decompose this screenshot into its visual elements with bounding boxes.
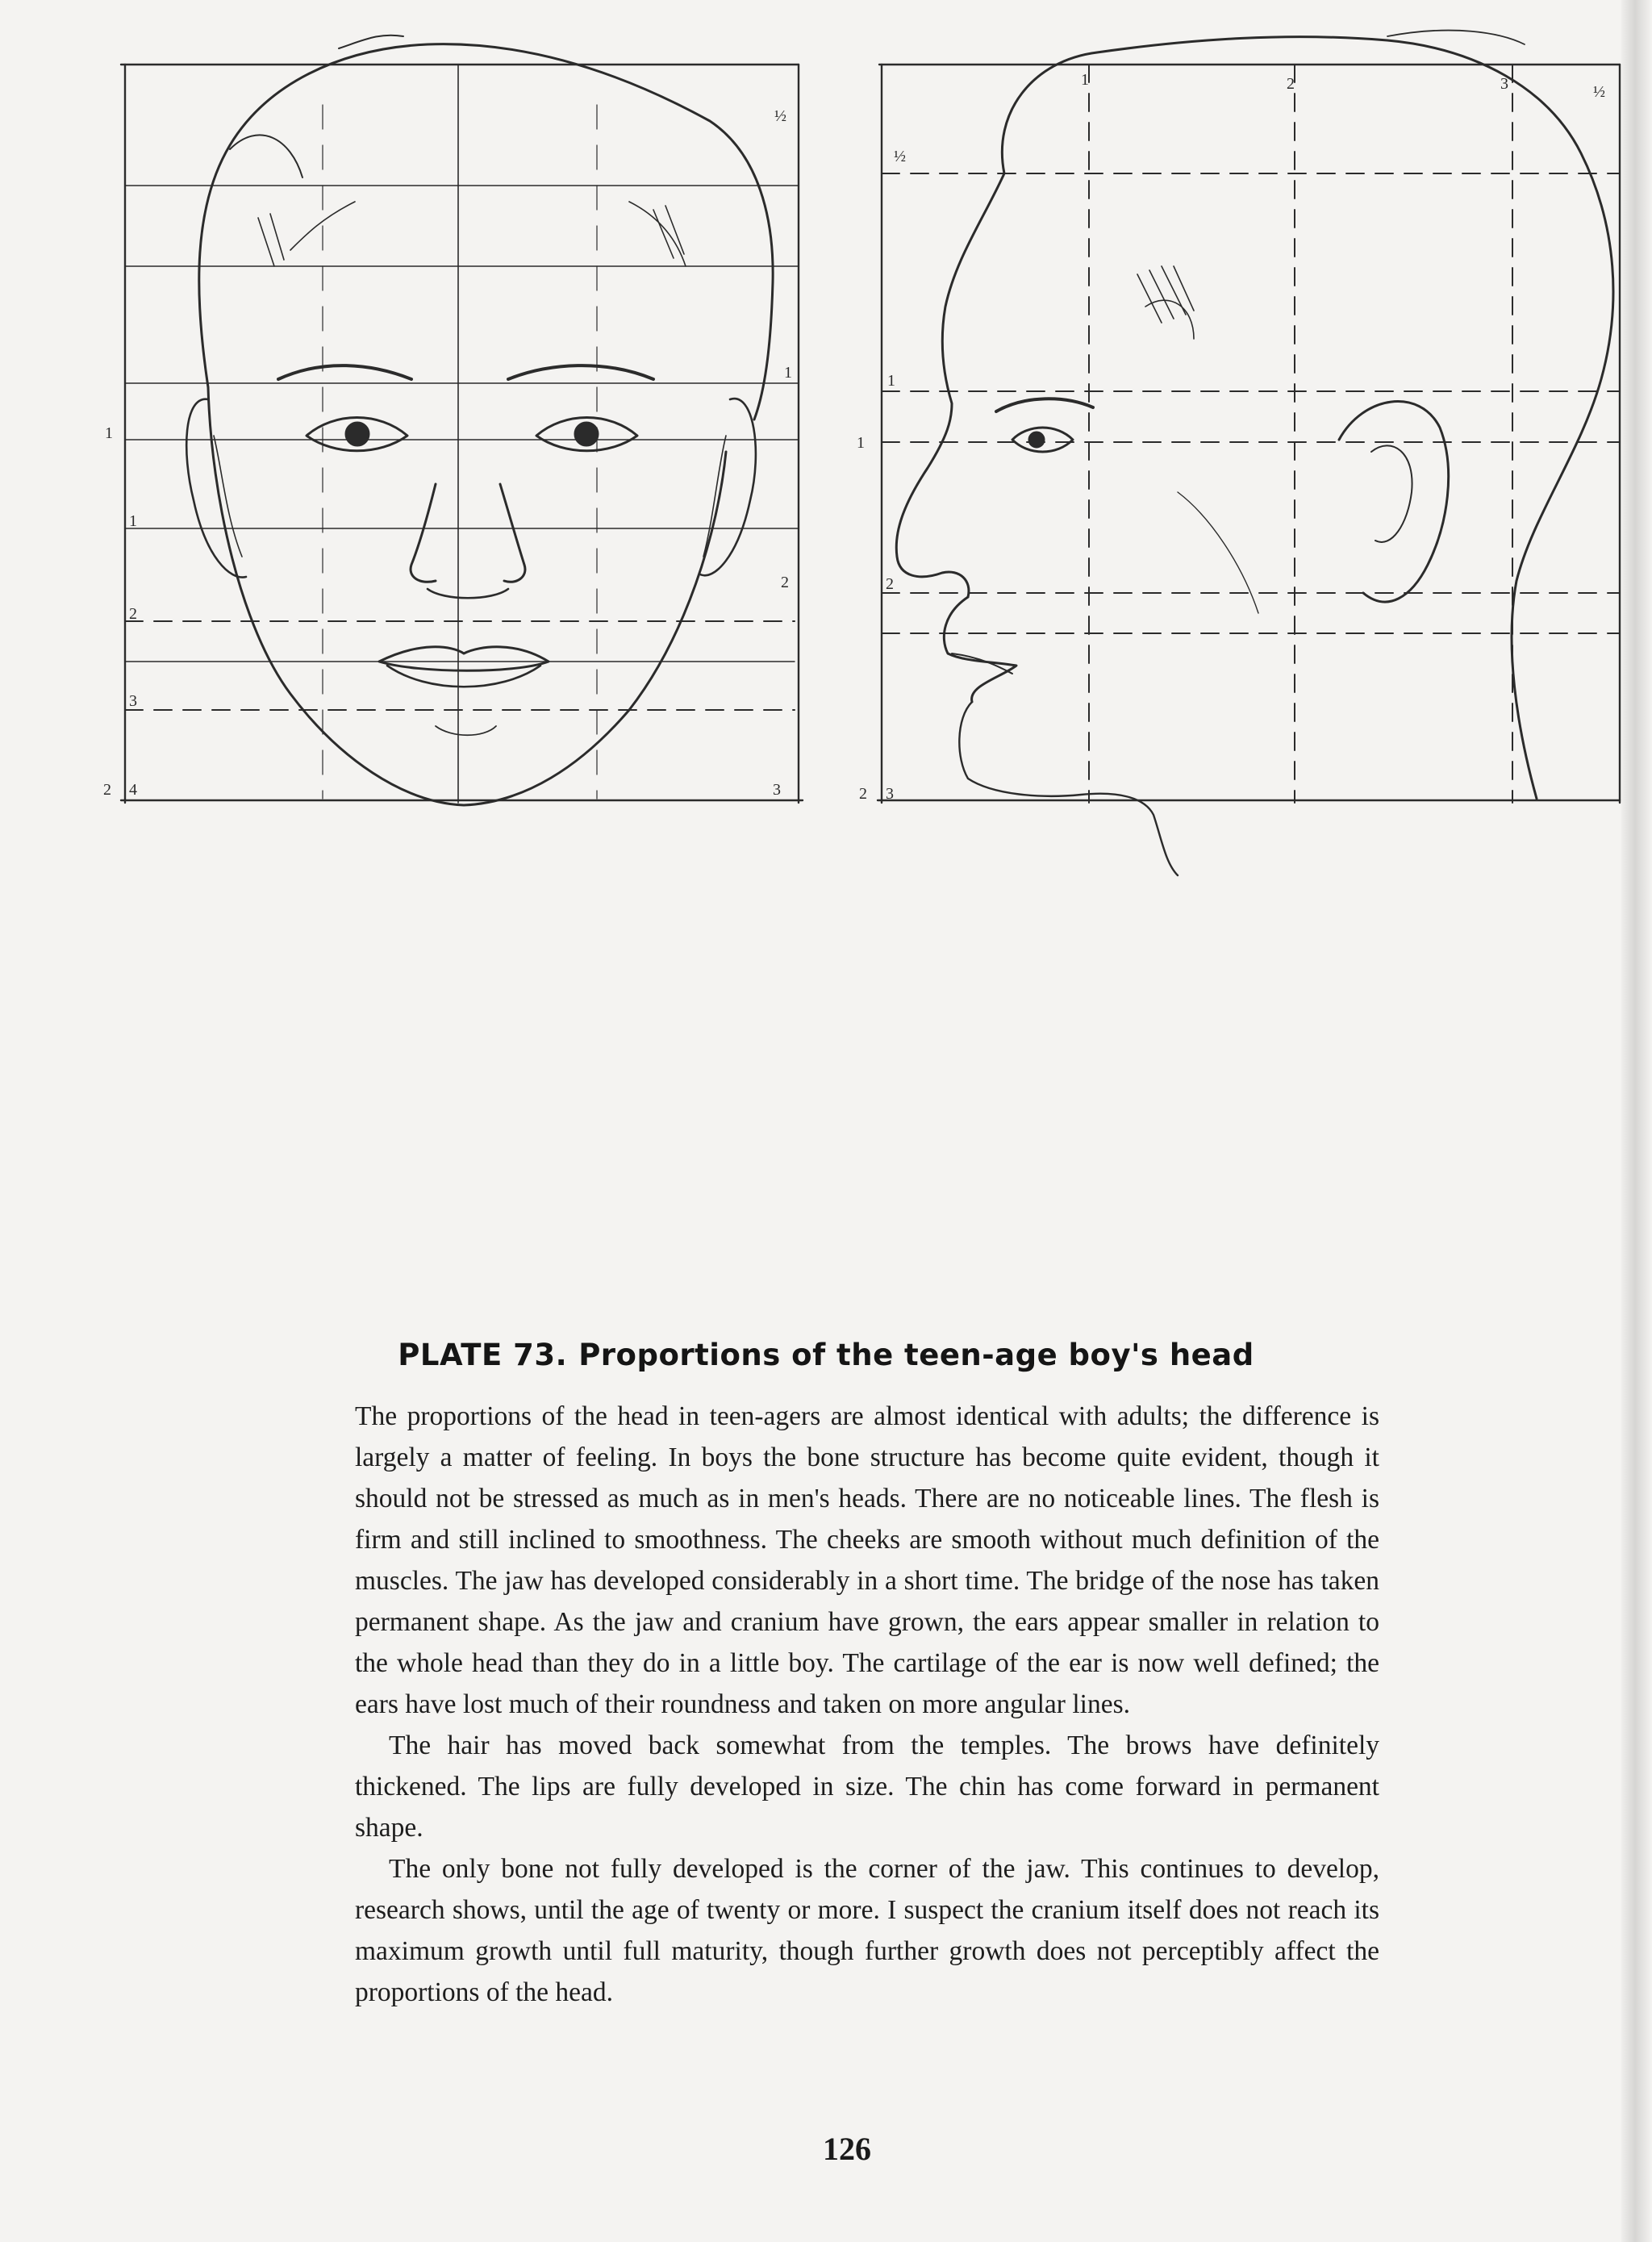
profile-label-bottom-3: 3 <box>886 785 894 803</box>
profile-label-top-2: 2 <box>1287 75 1295 93</box>
front-label-inner-4: 4 <box>129 781 137 799</box>
plate-number: PLATE 73. <box>398 1338 568 1372</box>
front-label-left-2: 2 <box>103 781 111 799</box>
front-label-half: ½ <box>774 107 786 125</box>
profile-view-grid <box>878 65 1620 803</box>
front-label-left-1: 1 <box>105 424 113 442</box>
front-label-right-2: 2 <box>781 574 789 591</box>
profile-label-left-1b: 1 <box>857 434 865 452</box>
paragraph-3: The only bone not fully developed is the corner of the jaw. This continues to develop, research shows, until the age of twenty or more. I suspect the cranium itself does not reach its maximum growth until full maturity, though further growth does not perceptibly affect the proportions of the head. <box>355 1854 1379 2007</box>
front-head-sketch <box>186 35 773 805</box>
profile-head-sketch <box>896 31 1613 875</box>
profile-label-left-half: ½ <box>894 148 906 165</box>
front-label-inner-3: 3 <box>129 692 137 710</box>
profile-label-top-3: 3 <box>1500 75 1508 93</box>
profile-label-bottom-2: 2 <box>859 785 867 803</box>
front-label-right-3: 3 <box>773 781 781 799</box>
paragraph-2: The hair has moved back somewhat from the temples. The brows have definitely thickened. The lips are fully developed in size. The chin has come forward in permanent shape. <box>355 1731 1379 1843</box>
front-label-right-1: 1 <box>784 364 792 382</box>
front-label-inner-1: 1 <box>129 512 137 530</box>
pencil-hatching <box>258 206 1194 323</box>
plate-title: Proportions of the teen-age boy's head <box>578 1338 1254 1372</box>
front-view-grid <box>121 65 803 803</box>
profile-label-left-1a: 1 <box>887 372 895 390</box>
plate-illustration <box>0 0 1652 920</box>
profile-label-left-2: 2 <box>886 575 894 593</box>
page-number: 126 <box>823 2131 871 2167</box>
front-label-inner-2: 2 <box>129 605 137 623</box>
body-text <box>355 1396 1379 2013</box>
plate-heading <box>0 1338 1652 1372</box>
profile-label-top-half: ½ <box>1593 83 1605 101</box>
profile-label-top-1: 1 <box>1081 71 1089 89</box>
paragraph-1: The proportions of the head in teen-agers are almost identical with adults; the difference is largely a matter of feeling. In boys the bone structure has become quite evident, though it should not be stressed as much as in men's heads. There are no noticeable lines. The flesh is firm and still inclined to smoothness. The cheeks are smooth without much definition of the muscles. The jaw has developed considerably in a short time. The bridge of the nose has taken permanent shape. As the jaw and cranium have grown, the ears appear smaller in relation to the whole head than they do in a little boy. The cartilage of the ear is now well defined; the ears have lost much of their roundness and taken on more angular lines. <box>355 1401 1379 1719</box>
